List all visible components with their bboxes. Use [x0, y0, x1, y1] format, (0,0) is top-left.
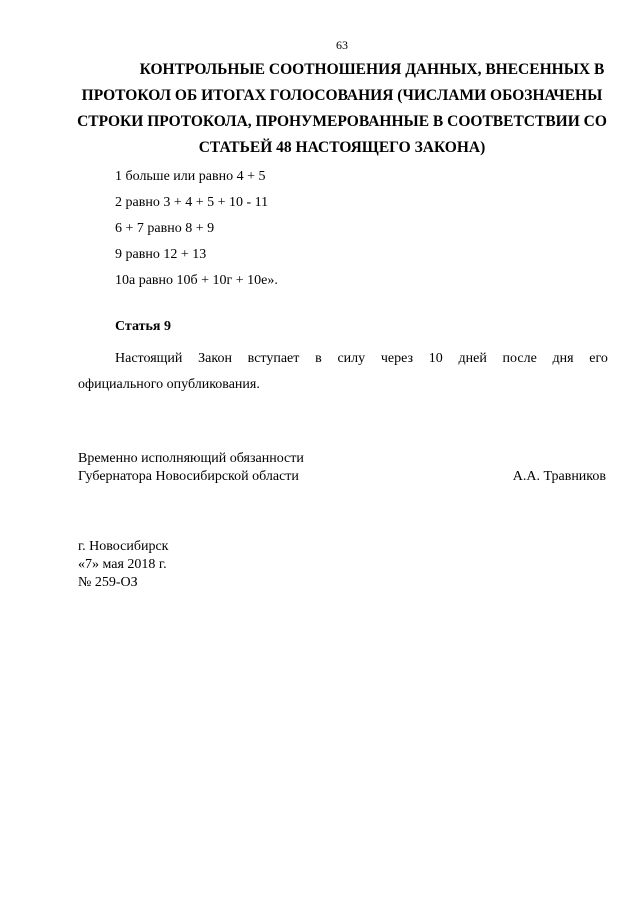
article-body-line: [78, 346, 608, 372]
law-number: № 259-ОЗ: [78, 575, 138, 590]
ratio-item: 2 равно 3 + 4 + 5 + 10 - 11: [115, 195, 269, 210]
ratio-item: 9 равно 12 + 13: [115, 247, 207, 262]
control-ratios-list: [115, 164, 278, 294]
article-word: Настоящий: [115, 351, 183, 366]
article-body: [78, 346, 608, 398]
signature-block: [78, 450, 606, 486]
ratio-item: 10а равно 10б + 10г + 10е».: [115, 273, 278, 288]
date: «7» мая 2018 г.: [78, 557, 167, 572]
article-word: после: [502, 351, 537, 366]
heading-line: ПРОТОКОЛ ОБ ИТОГАХ ГОЛОСОВАНИЯ (ЧИСЛАМИ ОБОЗНАЧЕНЫ: [81, 87, 603, 104]
article-word: дня: [552, 351, 574, 366]
signatory-name: А.А. Травников: [512, 469, 606, 484]
appendix-heading: [60, 57, 624, 161]
heading-line: СТРОКИ ПРОТОКОЛА, ПРОНУМЕРОВАННЫЕ В СООТВЕТСТВИИ СО: [77, 113, 607, 130]
signatory-position: Губернатора Новосибирской области: [78, 469, 299, 484]
article-word: его: [589, 351, 608, 366]
signatory-position: Временно исполняющий обязанности: [78, 451, 304, 466]
article-word: силу: [337, 351, 366, 366]
signature-row: [78, 468, 606, 486]
place-date-block: [78, 538, 168, 592]
article-word: через: [380, 351, 414, 366]
article-word: 10: [428, 351, 443, 366]
article-word: вступает: [247, 351, 300, 366]
city: г. Новосибирск: [78, 539, 169, 554]
heading-line: СТАТЬЕЙ 48 НАСТОЯЩЕГО ЗАКОНА): [198, 139, 486, 156]
article-word: дней: [458, 351, 487, 366]
article-title: Статья 9: [115, 319, 171, 334]
heading-line: КОНТРОЛЬНЫЕ СООТНОШЕНИЯ ДАННЫХ, ВНЕСЕННЫХ В: [139, 61, 605, 78]
article-word: в: [315, 351, 322, 366]
ratio-item: 1 больше или равно 4 + 5: [115, 169, 266, 184]
article-body-line: официального опубликования.: [78, 377, 260, 392]
ratio-item: 6 + 7 равно 8 + 9: [115, 221, 215, 236]
article-word: Закон: [198, 351, 232, 366]
page-number: 63: [336, 38, 348, 52]
